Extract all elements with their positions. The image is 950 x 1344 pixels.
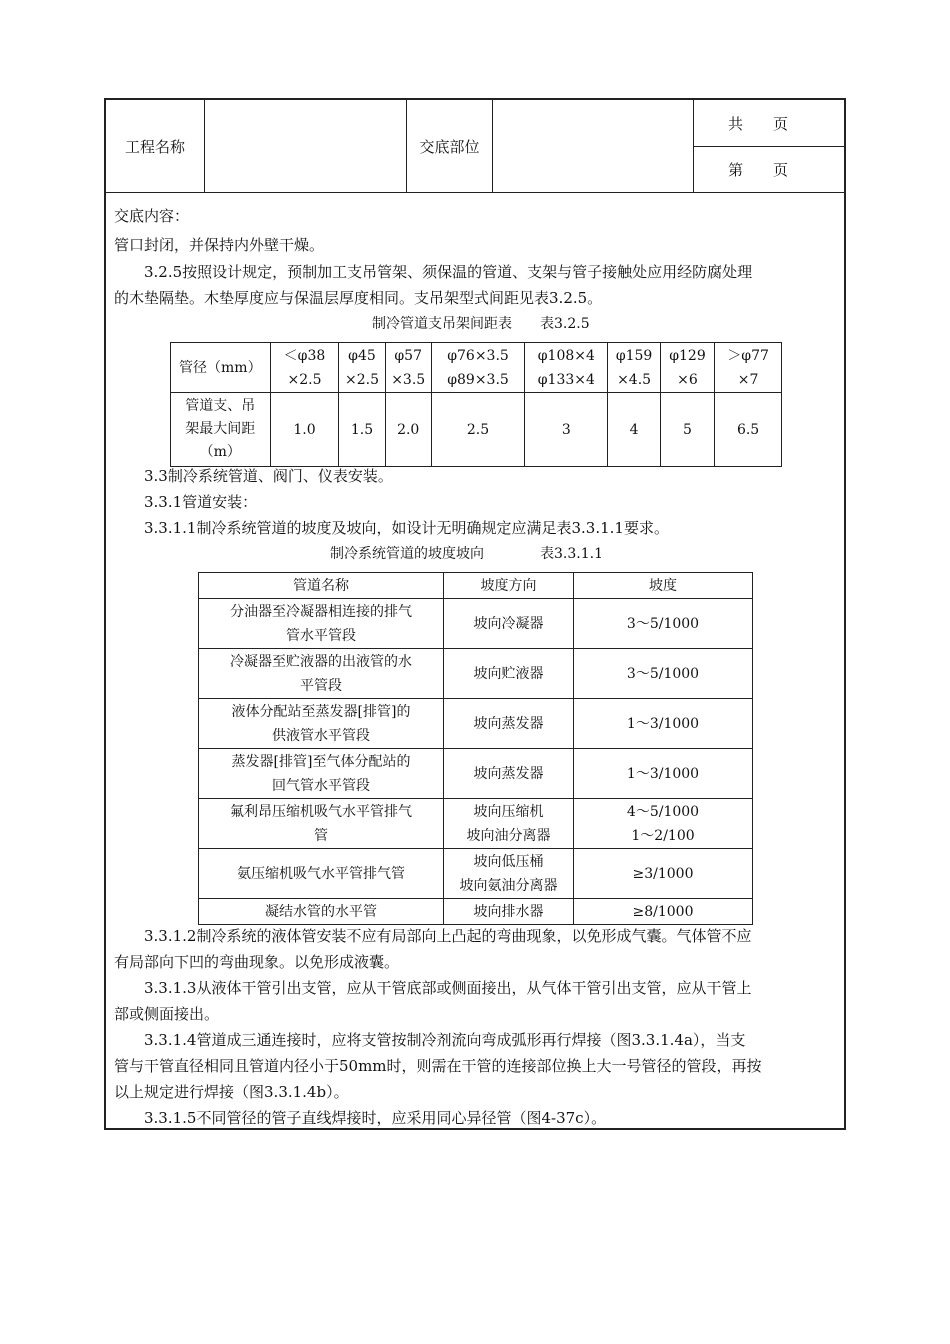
paragraph: 管与干管直径相同且管道内径小于50mm时，则需在干管的连接部位换上大一号管径的管段，再按 xyxy=(114,1057,762,1075)
table-cell: 1～3/1000 xyxy=(574,699,753,749)
table-cell: 坡向蒸发器 xyxy=(444,699,574,749)
table-cell: ＜φ38 ×2.5 xyxy=(270,343,339,393)
project-name-value xyxy=(205,100,407,192)
paragraph: 3.3.1.5不同管径的管子直线焊接时，应采用同心异径管（图4-37c）。 xyxy=(144,1109,607,1127)
paragraph: 3.2.5按照设计规定，预制加工支吊管架、须保温的管道、支架与管子接触处应用经防腐处理 xyxy=(144,263,753,281)
paragraph: 3.3.1.2制冷系统的液体管安装不应有局部向上凸起的弯曲现象，以免形成气囊。气体管不应 xyxy=(144,927,752,945)
project-name-label: 工程名称 xyxy=(106,100,205,192)
paragraph: 的木垫隔垫。木垫厚度应与保温层厚度相同。支吊架型式间距见表3.2.5。 xyxy=(114,289,603,307)
paragraph: 3.3.1.3从液体干管引出支管，应从干管底部或侧面接出，从气体干管引出支管，应从干管上 xyxy=(144,979,752,997)
table-cell: 3～5/1000 xyxy=(574,599,753,649)
paragraph: 管口封闭，并保持内外壁干燥。 xyxy=(114,236,325,254)
table-header: 管道名称 xyxy=(199,573,444,599)
paragraph: 3.3制冷系统管道、阀门、仪表安装。 xyxy=(144,467,393,485)
table-header: 坡度 xyxy=(574,573,753,599)
table-row xyxy=(199,899,753,925)
table-cell: 凝结水管的水平管 xyxy=(199,899,444,925)
table-cell: 坡向排水器 xyxy=(444,899,574,925)
page-number: 第 页 xyxy=(728,160,789,179)
paragraph: 3.3.1.4管道成三通连接时，应将支管按制冷剂流向弯成弧形再行焊接（图3.3.1.4a），当支 xyxy=(144,1031,746,1049)
table-header: 坡度方向 xyxy=(444,573,574,599)
paragraph: 部或侧面接出。 xyxy=(114,1005,220,1023)
table-cell: φ159 ×4.5 xyxy=(608,343,660,393)
table-cell: 2.5 xyxy=(431,393,524,467)
table-cell: 氨压缩机吸气水平管排气管 xyxy=(199,849,444,899)
support-spacing-table xyxy=(170,342,782,467)
table-cell: φ57 ×3.5 xyxy=(385,343,431,393)
table-cell: ≥3/1000 xyxy=(574,849,753,899)
table-cell: 氟利昂压缩机吸气水平管排气 管 xyxy=(199,799,444,849)
table-cell: φ45 ×2.5 xyxy=(339,343,385,393)
table-cell: 6.5 xyxy=(715,393,782,467)
table-cell: φ108×4 φ133×4 xyxy=(525,343,608,393)
slope-table xyxy=(198,572,753,925)
table-cell: 1.0 xyxy=(270,393,339,467)
table-cell: 5 xyxy=(660,393,714,467)
table-cell: φ76×3.5 φ89×3.5 xyxy=(431,343,524,393)
table-cell: 蒸发器[排管]至气体分配站的 回气管水平管段 xyxy=(199,749,444,799)
paragraph: 3.3.1管道安装： xyxy=(144,493,258,511)
table-cell: ＞φ77 ×7 xyxy=(715,343,782,393)
table-cell: 1～3/1000 xyxy=(574,749,753,799)
table-cell: φ129 ×6 xyxy=(660,343,714,393)
table-row xyxy=(171,343,782,393)
table-cell: 液体分配站至蒸发器[排管]的 供液管水平管段 xyxy=(199,699,444,749)
table-caption: 制冷管道支吊架间距表 表3.2.5 xyxy=(372,316,590,332)
table-cell: 3～5/1000 xyxy=(574,649,753,699)
table-header-row xyxy=(199,573,753,599)
table-cell: 管道支、吊 架最大间距 （m） xyxy=(171,393,271,467)
table-caption: 制冷系统管道的坡度坡向 表3.3.1.1 xyxy=(330,546,603,562)
table-row xyxy=(199,699,753,749)
table-cell: 坡向压缩机 坡向油分离器 xyxy=(444,799,574,849)
table-row xyxy=(199,799,753,849)
table-cell: 1.5 xyxy=(339,393,385,467)
handover-part-label: 交底部位 xyxy=(407,100,493,192)
table-row xyxy=(199,849,753,899)
table-row xyxy=(199,749,753,799)
content-label: 交底内容： xyxy=(114,207,190,225)
table-cell: 坡向贮液器 xyxy=(444,649,574,699)
paragraph: 有局部向下凹的弯曲现象。以免形成液囊。 xyxy=(114,953,400,971)
total-pages: 共 页 xyxy=(694,100,844,147)
table-cell: 坡向冷凝器 xyxy=(444,599,574,649)
header-row xyxy=(106,100,844,193)
table-cell: 管径（mm） xyxy=(171,343,271,393)
table-cell: 4 xyxy=(608,393,660,467)
form-frame xyxy=(104,98,846,1130)
table-row xyxy=(199,649,753,699)
table-cell: 坡向低压桶 坡向氨油分离器 xyxy=(444,849,574,899)
table-cell: 3 xyxy=(525,393,608,467)
handover-part-value xyxy=(493,100,694,192)
table-cell: 坡向蒸发器 xyxy=(444,749,574,799)
table-cell: 2.0 xyxy=(385,393,431,467)
table-row xyxy=(171,393,782,467)
table-cell: ≥8/1000 xyxy=(574,899,753,925)
paragraph: 3.3.1.1制冷系统管道的坡度及坡向，如设计无明确规定应满足表3.3.1.1要求。 xyxy=(144,519,669,537)
paragraph: 以上规定进行焊接（图3.3.1.4b）。 xyxy=(114,1083,349,1101)
table-cell: 分油器至冷凝器相连接的排气 管水平管段 xyxy=(199,599,444,649)
table-row xyxy=(199,599,753,649)
table-cell: 冷凝器至贮液器的出液管的水 平管段 xyxy=(199,649,444,699)
table-cell: 4～5/1000 1～2/100 xyxy=(574,799,753,849)
